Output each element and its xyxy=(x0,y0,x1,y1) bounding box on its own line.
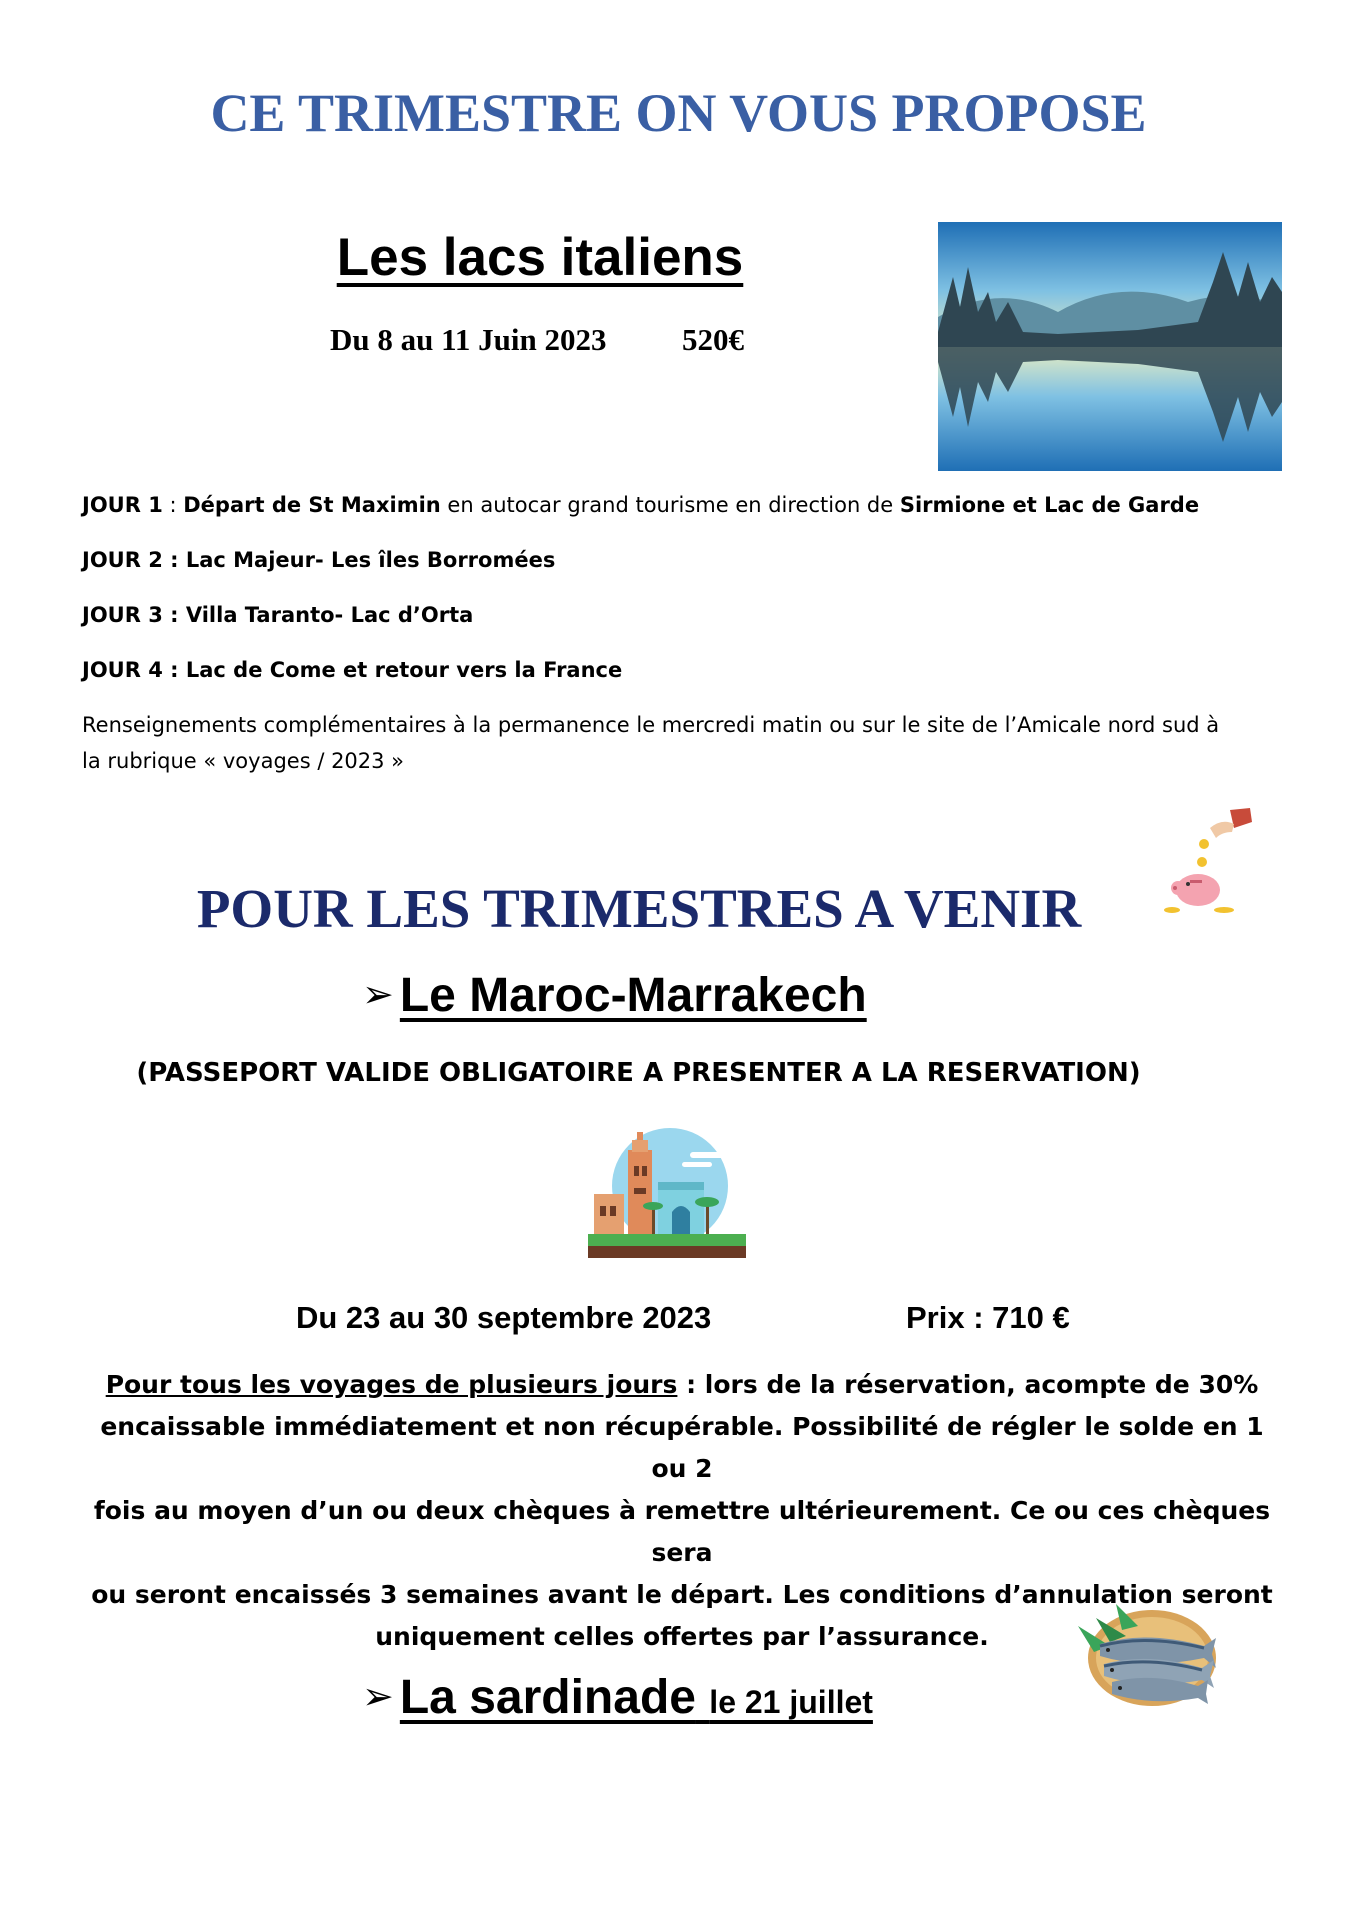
trip-dates-maroc: Du 23 au 30 septembre 2023 xyxy=(296,1300,712,1335)
conditions-line: encaissable immédiatement et non récupérable. Possibilité de régler le solde en 1 ou 2 xyxy=(100,1412,1264,1483)
itinerary-day-3 xyxy=(82,597,1282,633)
arrow-bullet-icon: ➢ xyxy=(362,1674,394,1718)
info-line: Renseignements complémentaires à la permanence le mercredi matin ou sur le site de l’Amicale nord sud à xyxy=(82,713,1220,737)
page-title: CE TRIMESTRE ON VOUS PROPOSE xyxy=(210,83,1147,143)
marrakech-city-icon xyxy=(586,1126,748,1264)
passport-note: (PASSEPORT VALIDE OBLIGATOIRE A PRESENTER A LA RESERVATION) xyxy=(136,1058,1141,1088)
trip-price-lacs: 520€ xyxy=(682,322,744,357)
conditions-line: ou seront encaissés 3 semaines avant le départ. Les conditions d’annulation seront xyxy=(91,1580,1273,1609)
conditions-lead: Pour tous les voyages de plusieurs jours xyxy=(105,1370,678,1399)
conditions-line: fois au moyen d’un ou deux chèques à remettre ultérieurement. Ce ou ces chèques sera xyxy=(93,1496,1271,1567)
trip-price-maroc: Prix : 710 € xyxy=(906,1300,1070,1335)
conditions-line xyxy=(82,1364,1282,1406)
day-text: Sirmione et Lac de Garde xyxy=(899,493,1200,517)
event-title-sardinade xyxy=(362,1670,873,1725)
event-name: La sardinade xyxy=(399,1671,696,1724)
itinerary xyxy=(82,487,1282,779)
itinerary-day-4 xyxy=(82,652,1282,688)
arrow-bullet-icon: ➢ xyxy=(362,972,394,1016)
trip-title-lacs: Les lacs italiens xyxy=(336,228,744,287)
conditions-text: : lors de la réservation, acompte de 30% xyxy=(677,1370,1259,1399)
itinerary-day-1 xyxy=(82,487,1282,523)
day-text: Lac Majeur- Les îles Borromées xyxy=(185,548,556,572)
day-separator: : xyxy=(162,603,186,627)
day-separator: : xyxy=(162,548,186,572)
conditions-line: uniquement celles offertes par l’assurance. xyxy=(375,1622,989,1651)
day-text: Lac de Come et retour vers la France xyxy=(185,658,623,682)
day-separator: : xyxy=(162,658,186,682)
day-text: Villa Taranto- Lac d’Orta xyxy=(185,603,474,627)
event-name-wrapper xyxy=(400,1671,873,1724)
day-label: JOUR 4 xyxy=(82,658,163,682)
trip-dates-lacs: Du 8 au 11 Juin 2023 xyxy=(330,322,607,357)
info-paragraph xyxy=(82,707,1282,779)
sardines-plate-icon xyxy=(1076,1596,1222,1718)
day-text: Départ de St Maximin xyxy=(183,493,441,517)
day-label: JOUR 3 xyxy=(82,603,163,627)
section-title-coming: POUR LES TRIMESTRES A VENIR xyxy=(196,878,1082,939)
lake-landscape-image xyxy=(938,222,1282,471)
info-line: la rubrique « voyages / 2023 » xyxy=(82,749,405,773)
event-title-maroc xyxy=(362,968,867,1023)
day-separator: : xyxy=(162,493,184,517)
event-name: Le Maroc-Marrakech xyxy=(399,969,867,1022)
day-label: JOUR 2 xyxy=(82,548,163,572)
event-date: le 21 juillet xyxy=(709,1684,873,1720)
itinerary-day-2 xyxy=(82,542,1282,578)
day-label: JOUR 1 xyxy=(82,493,163,517)
day-text: en autocar grand tourisme en direction de xyxy=(440,493,900,517)
